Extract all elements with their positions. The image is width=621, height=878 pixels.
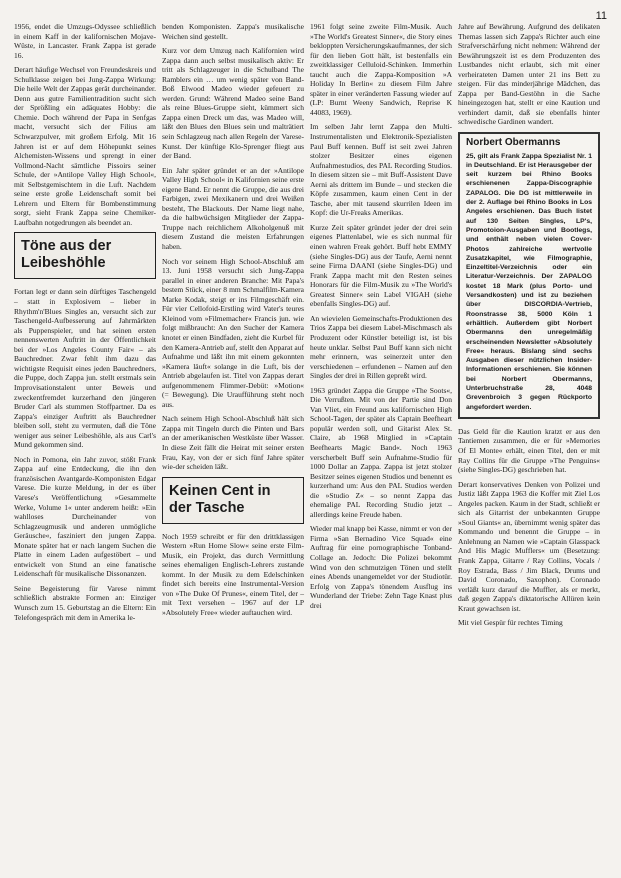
info-box-heading: Norbert Obermanns — [466, 137, 561, 149]
paragraph: Kurze Zeit später gründet jeder der drei sein eigenes Plattenlabel, wie es sich nunmal für einen wahren Freak gehört. Buff hebt EMMY (siehe Singles-DG) aus der Taufe, Aerni nennt seine Firma DAANI (siehe Singles-DG) und Frank Zappa macht mit den Resten seines Honorars für die Film-Musik zu »The World's Greatest Sinner« sein Label VIGAH (siehe ebenfalls Singles-DG) auf. — [310, 222, 452, 309]
paragraph: Fortan legt er dann sein dürftiges Taschengeld – statt in Explosivem – lieber in Rhythm'n'Blues Singles an, versucht sich zur Taschengeld-Aufbesserung auf Jahrmärkten als Puppenspieler, und hat seinen ersten nennenswerten Auftritt in der Öffentlichkeit bei der »Los Angeles County Fair« – als Bauchredner. Zwar fehlt ihm dazu das wichtigste Requisit eines jeden Bauchredners, die Puppe, doch Zappa jun. stellt erstmals sein Improvisationstalent unter Beweis und zweckentfremdet kurzerhand den jüngeren Bruder Carl als stummen Stoffpartner. Da es Zappa's einziger Auftritt als Bauchredner bleiben soll, steht zu vermuten, daß die Töne weniger aus seiner Leibeshöhle, als aus Carl's Mund gekommen sind. — [14, 287, 156, 450]
paragraph: Das Geld für die Kaution kratzt er aus den Tantiemen zusammen, die er für »Memories Of El Monte« erhält, einen Titel, den er mit Ray Collins für die Gruppe »The Penguins« (siehe Singles-DG) geschrieben hat. — [458, 426, 600, 475]
paragraph: Kurz vor dem Umzug nach Kalifornien wird Zappa dann auch selbst musikalisch aktiv: Er tritt als Schlagzeuger in die Schulband The Ramblers ein … um wenig später von Band-Boß Elwood Madeo wieder gefeuert zu werden. Grund: Während Madeo seine Band als reine Blues-Gruppe sieht, kümmert sich Zappa einen Dreck um das, was Madeo will, läßt den Blues den Blues sein und malträtiert sein Schlagzeug nach allen Regeln der Varese-Kunst. Der künftige Klo-Sprenger fliegt aus der Band. — [162, 46, 304, 161]
paragraph: Noch vor seinem High School-Abschluß am 13. Juni 1958 versucht sich Jung-Zappa parallel in einer anderen Branche: Mit Papa's bestem Stück, einer 8 mm Schmalfilm-Kamera Marke Kodak, steigt er ins Filmgeschäft ein. Für vier Cellofoid-Erstling wird Vater's teures Kleinod vom »Filmemacher« Francis jun. wie folgt mißbraucht: An den Sucher der Kamera knotet er einen Bindfaden, zieht die Kurbel für den Kamera-Antrieb auf, stellt den Apparat auf Aufnahme und läßt ihn mit einem gekonnten »Kamera läuft« solange in die Luft, bis der Antrieb abgelaufen ist. Titel von Zappas derart aufgenommenem Flimmer-Debüt: »Motion« (= Bewegung). Die Uraufführung steht noch aus. — [162, 256, 304, 409]
paragraph: Wieder mal knapp bei Kasse, nimmt er von der Firma »San Bernadino Vice Squad« eine Auftrag für eine pornographische Tonband-Collage an. Jedoch: Die Polizei bekommt Wind von den schmutzigen Tönen und stellt eines Abends unangemeldet vor der Studiotür. Erfolg von Zappa's tönendem Ausflug ins Wunderland der Triebe: Zehn Tage Knast plus drei — [310, 524, 452, 610]
paragraph: Mit viel Gespür für rechtes Timing — [458, 618, 563, 628]
paragraph: Derart häufige Wechsel von Freundeskreis und Schulklasse zeigen bei Jung-Zappa Wirkung: Die heile Welt der Zappas gerät durcheinander. Denn aus gutre Familientradition sucht sich der Sprößling ein adäquates Hobby: die Chemie. Doch während der Papa in Senfgas macht, versucht sich der Filius am Schwarzpulver, mit großem Erfolg. Mit 16 Jahren ist er auf dem Höhepunkt seines Alchemisten-Wissens und sprengt in einer Vollmond-Nacht sämtliche Pissoirs seiner Schule, der »Antilope Valley High School«, mit Selbstgemischtem in die Luft. Nachdem seine erste große Leidenschaft somit bei Lehrern und Eltern für Bombenstimmung sorgt, sieht Frank Zappa seine Chemiker-Laufbahn notgedrungen als beendet an. — [14, 65, 156, 227]
paragraph: Noch in Pomona, ein Jahr zuvor, stößt Frank Zappa auf eine Entdeckung, die ihn den französischen Avantgarde-Komponisten Edgar Varese. Die kurze Meldung, in der es über Varese's Veröffentlichung »Gesammelte Werke, Volume 1« unter anderem heißt: »Ein wahlloses Durcheinander von Schlagzeugmusik und anderen unmögliche Geräusche«, fasziniert den jungen Zappa. Monate später hat er nach langem Suchen die Platte in einem Laden aufgestöbert – und entwickelt von Stund an eine fanatische Leidenschaft für musikalische Dissonanzen. — [14, 454, 156, 579]
section-heading: Töne aus der Leibeshöhle — [14, 232, 156, 279]
paragraph: Noch 1959 schreibt er für den drittklassigen Western »Run Home Slow« seine erste Film-Musik, ein Projekt, das durch Vermittlung seines ehemaligen Englisch-Lehrers zustande kommt. In der Musik zu dem Edelschinken findet sich bereits eine Instrumental-Version von »The Duke Of Prunes«, einem Titel, der – mit Text versehen – 1967 auf der LP »Absolutely Free« wieder auftauchen wird. — [162, 531, 304, 617]
paragraph: Im selben Jahr lernt Zappa den Multi-Instrumentalisten und Elektronik-Spezialisten Paul Buff kennen. Buff ist seit zwei Jahren stolzer Besitzer eines eigenen Aufnahmestudios, des PAL Recording Studios. In diesem sitzen sie – mit Buff-Assistent Dave Aerni als drittem im Bunde – und stecken die Köpfe zusammen, kaum einen Cent in der Tasche, aber mit tausend skurrilen Ideen im Kopf: die Ur-Freaks Amerikas. — [310, 122, 452, 218]
paragraph: 1961 folgt seine zweite Film-Musik. Auch »The World's Greatest Sinner«, die Story eines bekloppten Versicherungskaufmannes, der sich für den lieben Gott hält, ist bestenfalls ein zweitklassiger Celluloid-Schinken. Immerhin taucht auch die Zappa-Komposition »A Holiday In Berlin« zu diesem Film Jahre später in einer veränderten Fassung wieder auf (LP: Burnt Weeny Sandwich, Reprise K 44083, 1969). — [310, 22, 452, 117]
paragraph: 1963 gründet Zappa die Gruppe »The Soots«, Die Verrußten. Mit von der Partie sind Don Van Vliet, ein Freund aus kalifornischen High School-Tagen, der später als Captain Beefheart populär werden soll, und Gitarist Alex St. Claire, ab 1968 Mitglied in »Captain Beefhearts Magic Band«. Noch 1963 verscherbelt Buff sein Aufnahme-Studio für 1000 Dollar an Zappa. Zappa ist jetzt stolzer Besitzer seines eigenen Studios und benennt es kurzerhand um: Aus den PAL Studios werden die »Studio Z« – so nennt Zappa das ehemalige PAL Recording Studio jetzt – allerdings keine Freude haben. — [310, 385, 452, 519]
paragraph: Jahre auf Bewährung. Aufgrund des delikaten Themas lassen sich Zappa's Richter auch eine Strafverschärfung nicht nehmen: Während der Bewährungszeit ist es dem Produzenten des Lustbandes nicht erlaubt, sich mit einer verheirateten Damen unter 21 ins Bett zu steigen. Für das minderjährige Mädchen, das Zappa per Band-Gestöhn in die Sache hineingezogen hat, stellt er eine Kaution und verhindert damit, daß sie ebenfalls hinter schwedische Gardinen wandert. — [458, 22, 600, 127]
column-1 — [14, 22, 156, 627]
paragraph: Seine Begeisterung für Varese nimmt schließlich abstrakte Formen an: Einziger Wunsch zum 15. Geburtstag an die Eltern: Ein Telefongespräch mit dem in Amerika le- — [14, 583, 156, 622]
paragraph: Nach seinem High School-Abschluß hält sich Zappa mit Tingeln durch die Pinten und Bars an der amerikanischen Westküste über Wasser. In diese Zeit fällt die Heirat mit seiner ersten Frau, Kay, von der er sich fünf Jahre später wie-der scheiden läßt. — [162, 414, 304, 472]
column-2 — [162, 22, 304, 623]
info-box — [458, 132, 600, 419]
column-4 — [458, 22, 600, 633]
column-3 — [310, 22, 452, 615]
paragraph: benden Komponisten. Zappa's musikalische Weichen sind gestellt. — [162, 22, 304, 41]
info-box-text: 25, gilt als Frank Zappa Spezialist Nr. 1 in Deutschland. Er ist Herausgeber der seit kurzem bei Rhino Books erschienenen Zappa-Discographie ZAPALOG. Die DG ist mittlerweile in der 2. Auflage bei Rhino Books in Los Angeles erschienen. Das Buch listet auf 130 Seiten Singles, LP's, Promotoion-Ausgaben und Bootlegs, und enthält neben vielen Cover-Photos zahlreiche wertvolle Zusatzkapitel, wie Filmographie, Einzeltitel-Verzeichnis oder ein Literatur-Verzeichnis. Der ZAPALOG kostet 18 Mark (plus Porto- und Versandkosten) und ist zu beziehen über DISCORDIA-Vertrieb, Roonstrasse 38, 5000 Köln 1 erhältlich. Außerdem gibt Norbert Obermanns den unregelmäßig erscheinenden Newsletter »Absolutely Free« heraus. Bislang sind sechs Ausgaben dieser nützlichen Insider-Informationen erschienen. Sie können bei Norbert Obermanns, Unterbruchstraße 28, 4048 Grevenbroich 3 gegen Rückporto angefordert werden. — [466, 152, 592, 411]
paragraph: An wievielen Gemeinschafts-Produktionen des Trios Zappa bei diesem Label-Mischmasch als Produzent oder Künstler beteiligt ist, ist bis heute unklar. Selbst Paul Buff kann sich nicht mehr erinnern, was seinerzeit unter den verschiedenen – erfundenen – Namen auf den Singles der drei in Rillen gepreßt wird. — [310, 313, 452, 381]
page-number: 11 — [595, 10, 607, 22]
paragraph: Derart konservatives Denken von Polizei und Justiz läßt Zappa 1963 die Koffer mit Ziel Los Angeles packen. Kaum in der Stadt, schließt er sich als Gitarrist der unbekannten Gruppe »Soul Giants« an, übernimmt wenig später das Kommando und benennt die Gruppe – in Anlehnung an Namen wie »Captain Glasspack And His Magic Mufflers« um (Besetzung: Frank Zappa, Gitarre / Ray Collins, Vocals / Roy Estrada, Bass / Jim Black, Drums und David Coronado, Saxophon). Coronado verläßt kurz darauf die Muffler, als er merkt, daß gegen Zappa's diktatorische Allüren kein Kraut gewachsen ist. — [458, 479, 600, 613]
section-heading: Keinen Cent in der Tasche — [162, 477, 304, 524]
paragraph: 1956, endet die Umzugs-Odyssee schließlich in einem Kaff in der kalifornischen Mojave-Wüste, in Lancaster. Frank Zappa ist gerade 16. — [14, 22, 156, 60]
paragraph: Ein Jahr später gründet er an der »Antilope Valley High School« in Kalifornien seine erste eigene Band. Er nennt die Gruppe, die aus drei Farbigen, zwei Mexikanern und drei Weißen besteht, The Blackouts. Der Name liegt nahe, da die halbwüchsigen Mitglieder der Zappa-Truppe nach reichlichem Alkoholgenuß mit diesem Zustand die meisten Erfahrungen haben. — [162, 165, 304, 252]
